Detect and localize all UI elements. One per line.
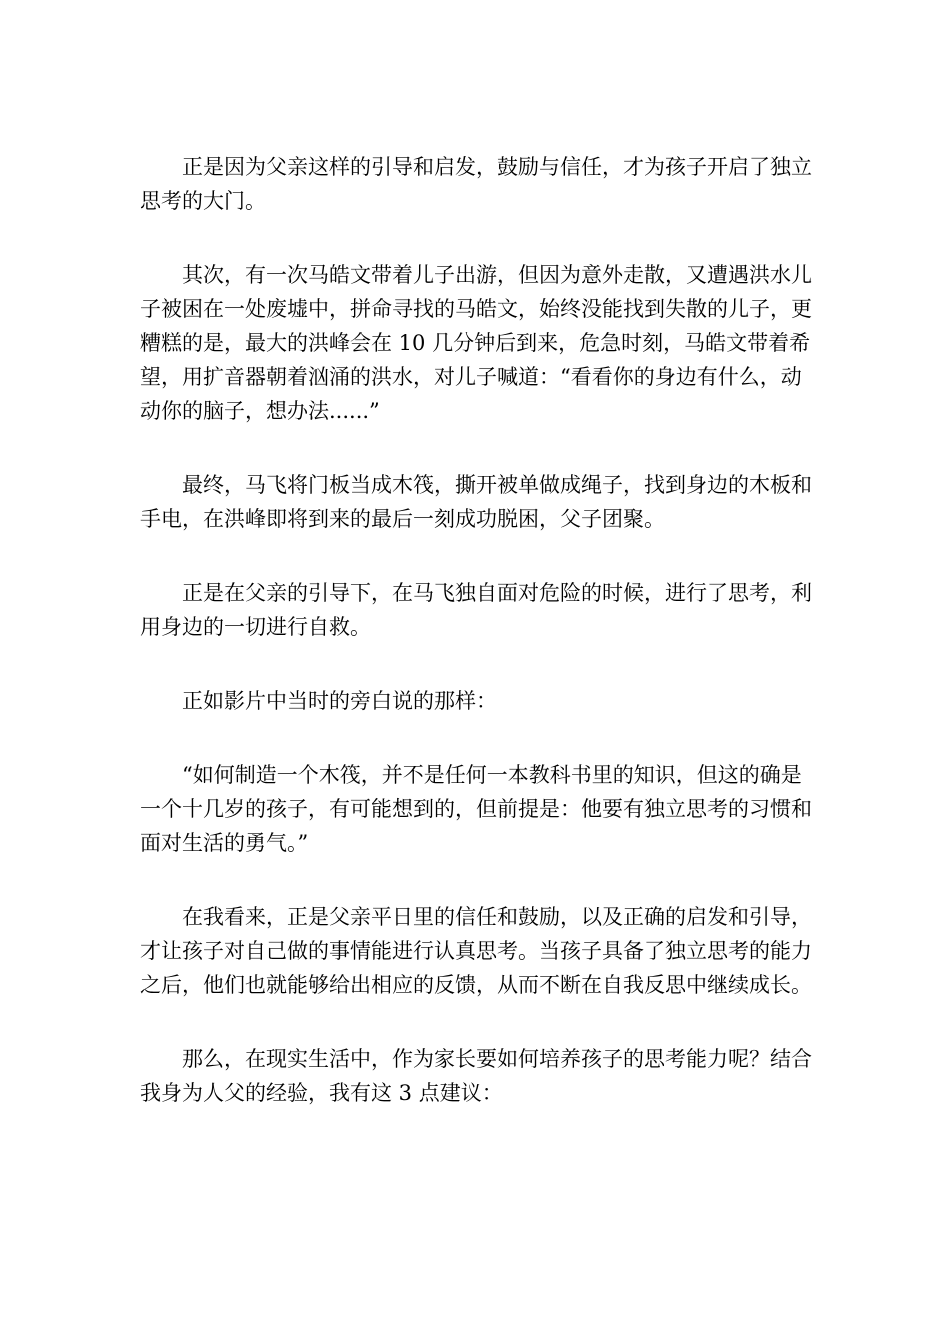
paragraph-1: 正是因为父亲这样的引导和启发，鼓励与信任，才为孩子开启了独立思考的大门。 — [140, 155, 812, 213]
paragraph-3: 最终，马飞将门板当成木筏，撕开被单做成绳子，找到身边的木板和手电，在洪峰即将到来的最后一刻成功脱困，父子团聚。 — [140, 473, 812, 531]
paragraph-7: 在我看来，正是父亲平日里的信任和鼓励，以及正确的启发和引导，才让孩子对自己做的事情能进行认真思考。当孩子具备了独立思考的能力之后，他们也就能够给出相应的反馈，从而不断在自我反思中继续成长。 — [140, 905, 812, 997]
paragraph-5: 正如影片中当时的旁白说的那样： — [182, 689, 497, 713]
document-body — [140, 150, 820, 1150]
paragraph-4: 正是在父亲的引导下，在马飞独自面对危险的时候，进行了思考，利用身边的一切进行自救。 — [140, 581, 812, 639]
quote-paragraph: “如何制造一个木筏，并不是任何一本教科书里的知识，但这的确是一个十几岁的孩子，有可能想到的，但前提是：他要有独立思考的习惯和面对生活的勇气。” — [140, 763, 812, 855]
paragraph-2: 其次，有一次马皓文带着儿子出游，但因为意外走散，又遭遇洪水儿子被困在一处废墟中，拼命寻找的马皓文，始终没能找到失散的儿子，更糟糕的是，最大的洪峰会在 10 几分钟后到来，危急时刻，马皓文带着希望，用扩音器朝着汹涌的洪水，对儿子喊道：“看看你的身边有什么，动动你的脑子，想办法......” — [140, 263, 812, 423]
paragraph-8: 那么，在现实生活中，作为家长要如何培养孩子的思考能力呢？结合我身为人父的经验，我有这 3 点建议： — [140, 1047, 812, 1105]
